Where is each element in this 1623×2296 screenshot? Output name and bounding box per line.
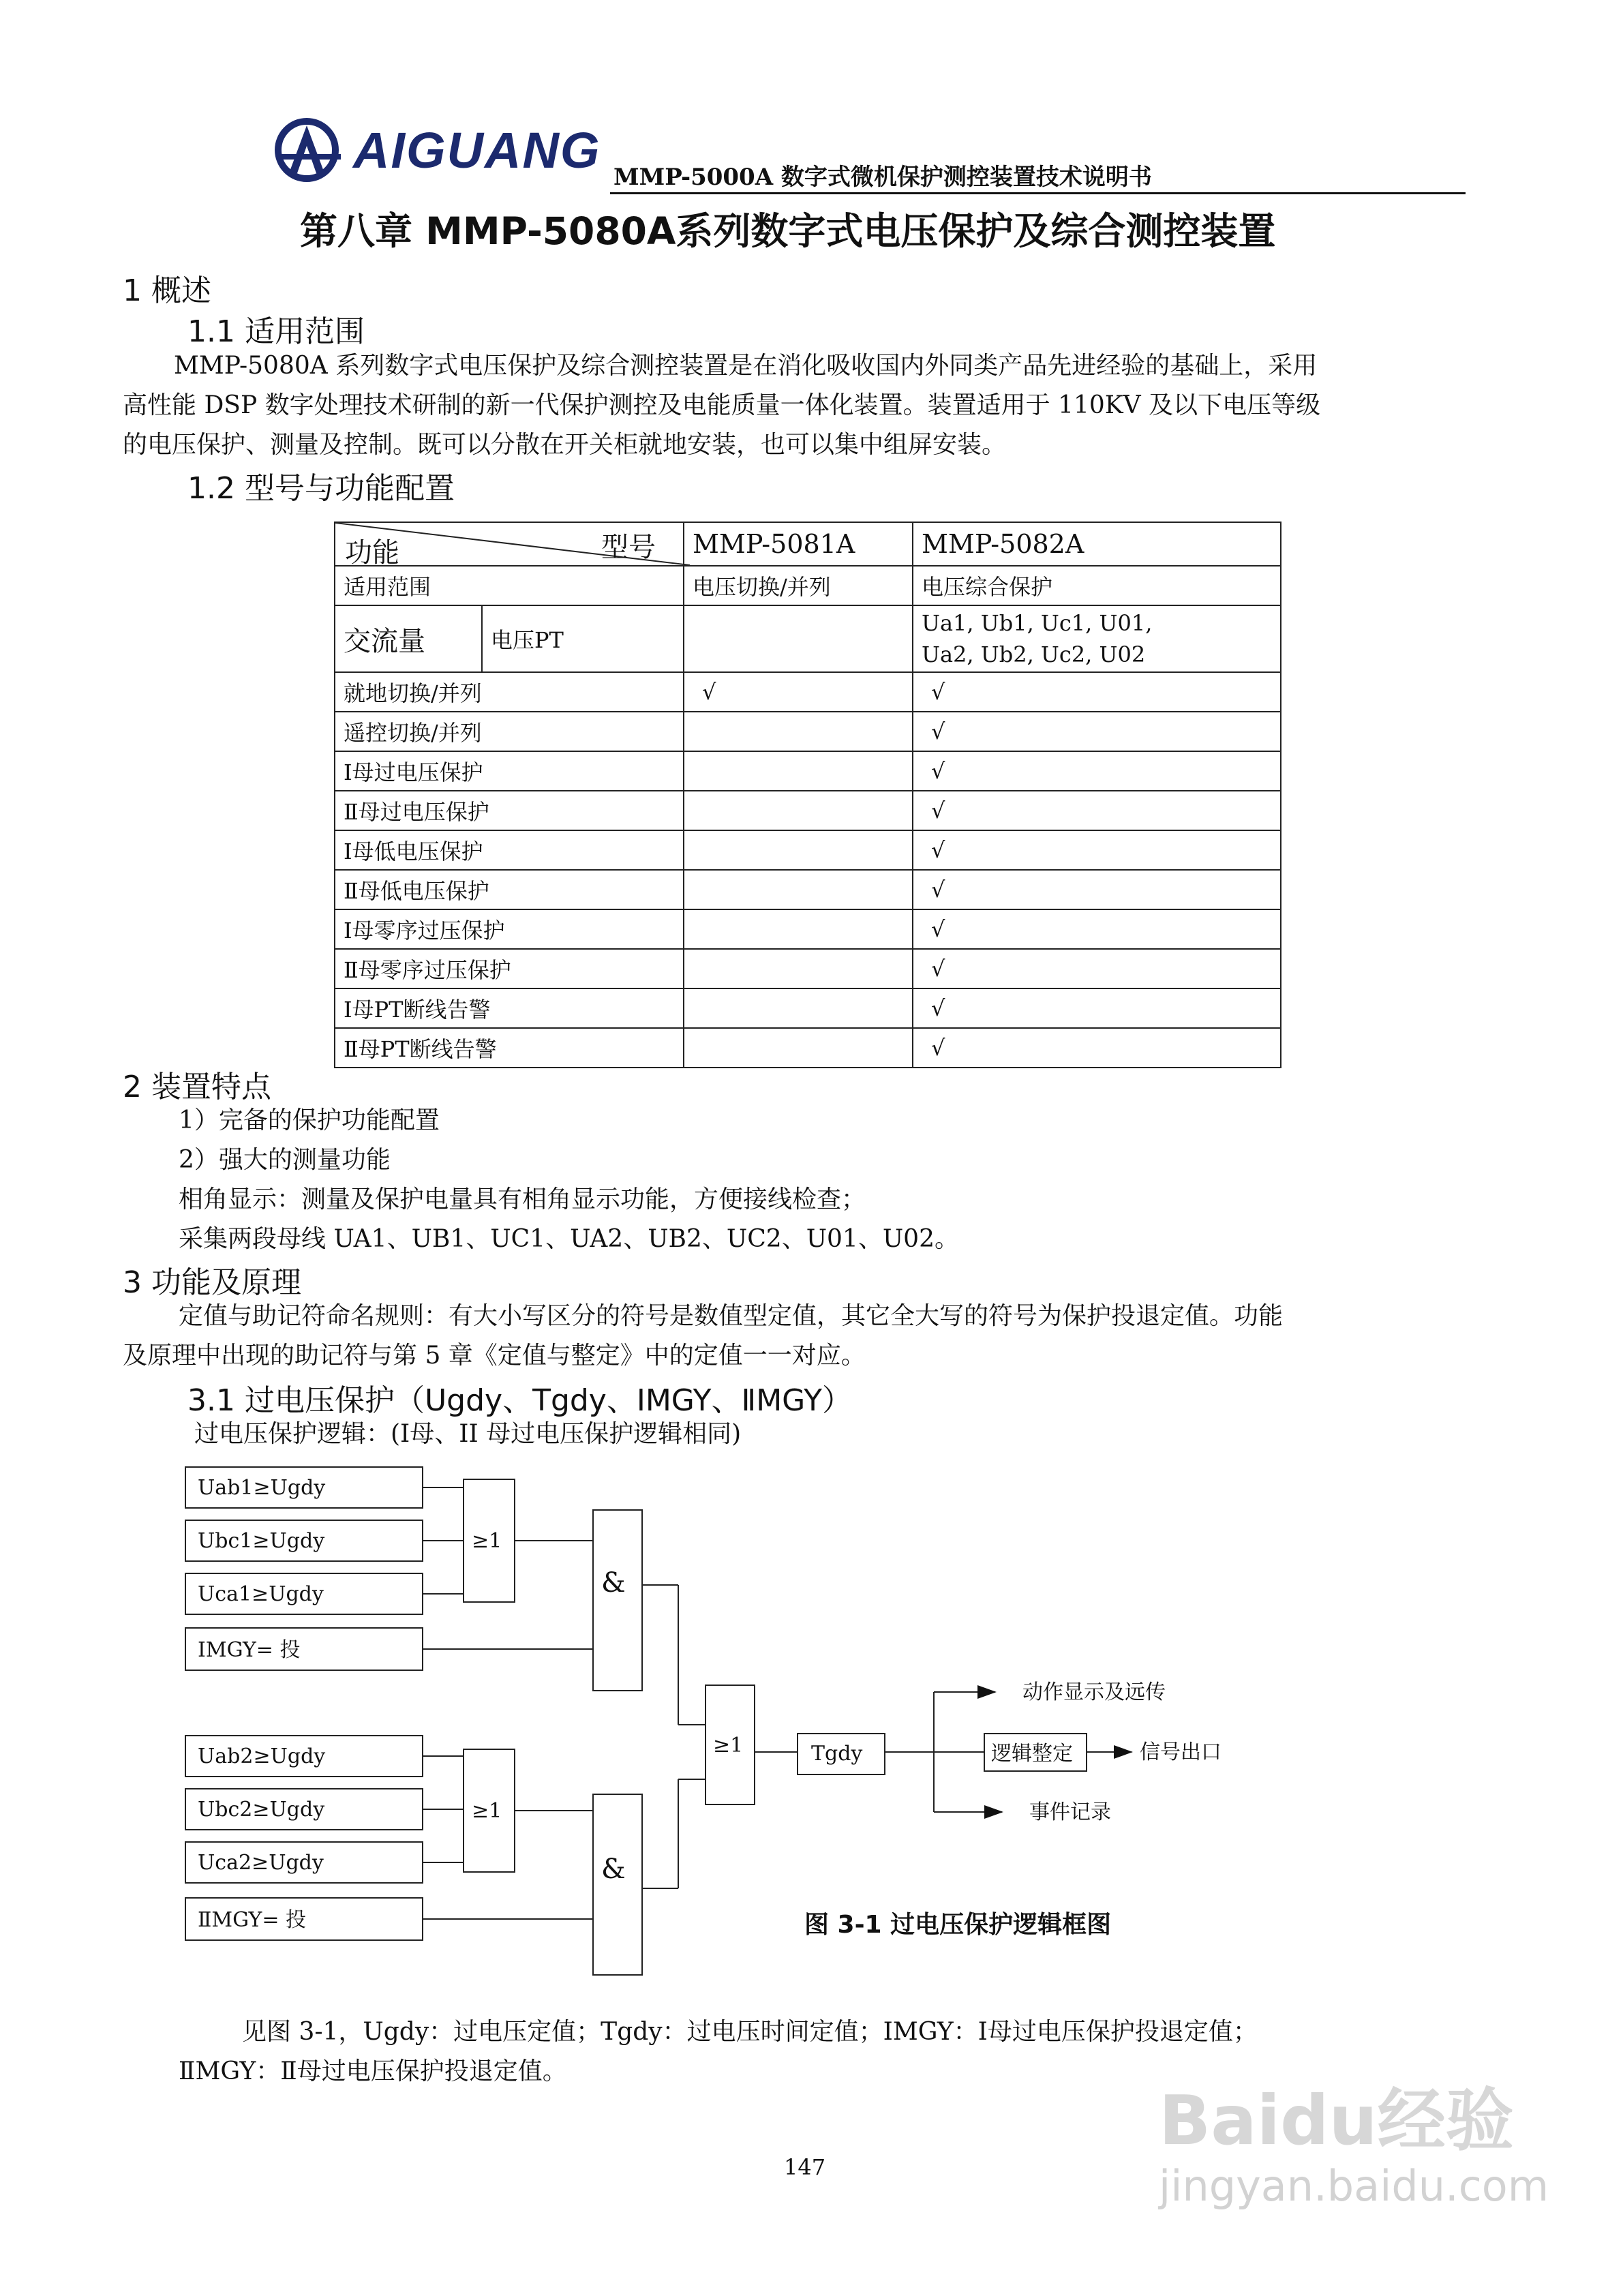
paragraph-line: 定值与助记符命名规则：有大小写区分的符号是数值型定值，其它全大写的符号为保护投退定值。功能 <box>179 1302 1284 1330</box>
check-cell: √ <box>913 830 1281 870</box>
check-cell: √ <box>913 751 1281 791</box>
or-label: ≥1 <box>713 1734 744 1757</box>
table-cell: Ⅰ母过电压保护 <box>335 751 684 791</box>
config-table <box>334 522 1281 1068</box>
model-col-2: MMP-5082A <box>913 522 1281 566</box>
table-row <box>335 605 1281 672</box>
table-row <box>335 751 1281 791</box>
input-label: Uab2≥Ugdy <box>198 1744 326 1768</box>
check-cell: √ <box>913 1028 1281 1068</box>
table-row <box>335 830 1281 870</box>
table-row <box>335 566 1281 605</box>
and-label: & <box>601 1567 626 1599</box>
check-cell <box>684 751 913 791</box>
table-cell: Ⅱ母PT断线告警 <box>335 1028 684 1068</box>
check-cell <box>684 791 913 830</box>
table-cell: Ⅱ母低电压保护 <box>335 870 684 909</box>
input-label: Uca1≥Ugdy <box>198 1582 324 1606</box>
table-row <box>335 672 1281 712</box>
input-label: Uca2≥Ugdy <box>198 1851 324 1875</box>
logo-emblem-icon <box>273 116 348 184</box>
paragraph-line: ⅡMGY：Ⅱ母过电压保护投退定值。 <box>179 2057 567 2085</box>
logic-diagram <box>177 1452 1336 1997</box>
output-label: 动作显示及远传 <box>1022 1680 1166 1704</box>
logic-setting-label: 逻辑整定 <box>991 1742 1073 1766</box>
check-cell <box>684 988 913 1028</box>
table-row <box>335 1028 1281 1068</box>
table-cell: Ⅱ母过电压保护 <box>335 791 684 830</box>
ac-values-line: Ua1, Ub1, Uc1, U01, <box>922 610 1153 636</box>
table-header-diag <box>335 522 684 569</box>
paragraph-line: 1）完备的保护功能配置 <box>179 1106 440 1134</box>
input-label: Uab1≥Ugdy <box>198 1476 326 1500</box>
model-col-1: MMP-5081A <box>684 522 913 566</box>
table-cell: Ⅱ母零序过压保护 <box>335 949 684 988</box>
table-cell: 遥控切换/并列 <box>335 712 684 751</box>
paragraph-line: 见图 3-1，Ugdy：过电压定值；Tgdy：过电压时间定值；ⅠMGY：Ⅰ母过电压保护投退定值； <box>242 2018 1258 2046</box>
ac-values-line: Ua2, Ub2, Uc2, U02 <box>922 641 1146 667</box>
section-2-heading: 2 装置特点 <box>123 1070 271 1104</box>
table-cell: 电压PT <box>482 605 684 672</box>
check-cell: √ <box>913 870 1281 909</box>
table-row <box>335 870 1281 909</box>
check-cell: √ <box>684 672 913 712</box>
paragraph-line: 相角显示：测量及保护电量具有相角显示功能，方便接线检查； <box>179 1185 866 1213</box>
check-cell: √ <box>913 672 1281 712</box>
table-row <box>335 988 1281 1028</box>
check-cell <box>684 870 913 909</box>
and-label: & <box>601 1854 626 1885</box>
table-cell: 适用范围 <box>335 566 684 605</box>
paragraph-line: 2）强大的测量功能 <box>179 1146 391 1174</box>
or-label: ≥1 <box>472 1799 502 1823</box>
table-cell: 就地切换/并列 <box>335 672 684 712</box>
table-cell: Ⅰ母零序过压保护 <box>335 909 684 949</box>
manual-title: MMP-5000A 数字式微机保护测控装置技术说明书 <box>613 164 1152 191</box>
input-label: Ubc2≥Ugdy <box>198 1798 325 1822</box>
check-cell <box>684 909 913 949</box>
table-cell: Ⅰ母PT断线告警 <box>335 988 684 1028</box>
input-label: ⅠMGY= 投 <box>198 1638 301 1662</box>
input-label: Ubc1≥Ugdy <box>198 1529 325 1553</box>
check-cell: √ <box>913 712 1281 751</box>
header-rule <box>610 192 1466 194</box>
section-1-heading: 1 概述 <box>123 273 211 308</box>
check-cell <box>684 1028 913 1068</box>
check-cell <box>684 949 913 988</box>
check-cell: √ <box>913 988 1281 1028</box>
chapter-title: 第八章 MMP-5080A系列数字式电压保护及综合测控装置 <box>300 209 1276 253</box>
paragraph-line: MMP-5080A 系列数字式电压保护及综合测控装置是在消化吸收国内外同类产品先进经验的基础上，采用 <box>174 352 1318 380</box>
paragraph-line: 采集两段母线 UA1、UB1、UC1、UA2、UB2、UC2、U01、U02。 <box>179 1225 959 1253</box>
check-cell: √ <box>913 949 1281 988</box>
table-cell: 交流量 <box>335 605 482 672</box>
figure-caption: 图 3-1 过电压保护逻辑框图 <box>804 1911 1112 1939</box>
paragraph-line: 高性能 DSP 数字处理技术研制的新一代保护测控及电能质量一体化装置。装置适用于 110KV 及以下电压等级 <box>123 391 1321 419</box>
check-cell <box>684 712 913 751</box>
timer-label: Tgdy <box>811 1742 863 1766</box>
table-cell: 电压综合保护 <box>913 566 1281 605</box>
page-number: 147 <box>784 2154 826 2180</box>
table-row <box>335 791 1281 830</box>
table-row <box>335 712 1281 751</box>
output-label: 事件记录 <box>1029 1800 1111 1824</box>
paragraph-line: 的电压保护、测量及控制。既可以分散在开关柜就地安装，也可以集中组屏安装。 <box>123 431 1007 459</box>
check-cell: √ <box>913 909 1281 949</box>
table-cell <box>913 605 1281 672</box>
paragraph-line: 及原理中出现的助记符与第 5 章《定值与整定》中的定值一一对应。 <box>123 1342 866 1370</box>
watermark-url: jingyan.baidu.com <box>1159 2161 1549 2211</box>
paragraph-line: 过电压保护逻辑：(Ⅰ母、II 母过电压保护逻辑相同) <box>194 1420 742 1448</box>
table-row <box>335 949 1281 988</box>
header-function: 功能 <box>345 537 399 569</box>
brand-name: AIGUANG <box>353 122 601 179</box>
table-row <box>335 909 1281 949</box>
header-model: 型号 <box>601 532 656 563</box>
table-cell: Ⅰ母低电压保护 <box>335 830 684 870</box>
table-header-row <box>335 522 1281 566</box>
or-label: ≥1 <box>472 1529 502 1553</box>
table-cell: 电压切换/并列 <box>684 566 913 605</box>
section-3-1-heading: 3.1 过电压保护（Ugdy、Tgdy、ⅠMGY、ⅡMGY） <box>187 1383 852 1418</box>
input-label: ⅡMGY= 投 <box>198 1908 307 1932</box>
check-cell <box>684 830 913 870</box>
section-1-2-heading: 1.2 型号与功能配置 <box>187 471 455 506</box>
table-cell <box>684 605 913 672</box>
section-1-1-heading: 1.1 适用范围 <box>187 314 365 349</box>
watermark-logo: Baidu经验 <box>1159 2081 1514 2160</box>
output-label: 信号出口 <box>1140 1740 1222 1764</box>
and-gate-1 <box>593 1510 642 1691</box>
company-logo <box>273 116 600 184</box>
check-cell: √ <box>913 791 1281 830</box>
section-3-heading: 3 功能及原理 <box>123 1265 301 1300</box>
